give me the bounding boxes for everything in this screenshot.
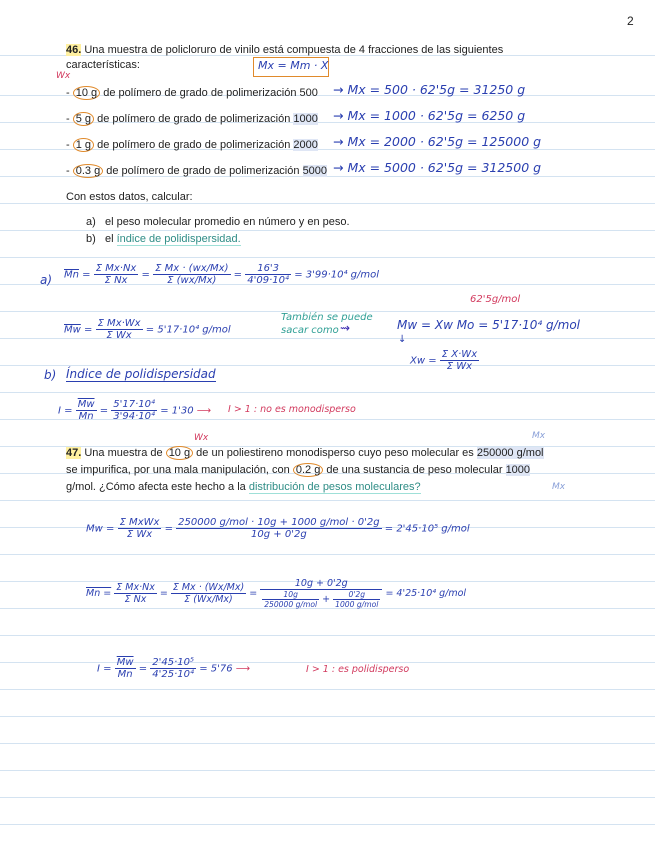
problem-number: 46. xyxy=(66,44,82,56)
fraction-mass: 5 g xyxy=(73,112,94,126)
rule-line xyxy=(0,392,655,393)
fraction-degree: 2000 xyxy=(293,139,318,151)
mw-equation: $\overline{Mw}$ = $\frac{\text{Σ Mx·Wx}}{\text{Σ Wx}}$ = 5'17·10⁴ g/mol xyxy=(64,318,231,341)
i-conclusion-46: I > 1 : no es monodisperso xyxy=(228,404,356,415)
mw-equation-47: Mw = $\frac{\text{Σ MxWx}}{\text{Σ Wx}}$ = $\frac{\text{250000 g/mol · 10g + 1000 g/mol · 0'2g}}{10g + 0'2g}$ = 2'45·10⁵ g/mol xyxy=(86,517,470,540)
fraction-mass: 1 g xyxy=(73,138,94,152)
part-a-label: a) xyxy=(40,273,53,287)
fraction-text: de polímero de grado de polimerización xyxy=(106,165,300,177)
tambien-line1: También se puede xyxy=(281,312,373,323)
problem-47-line2: se impurifica, por una mala manipulación, con 0.2 g de una sustancia de peso molecular 1000 xyxy=(66,464,531,476)
problem-46-line1 xyxy=(66,43,503,57)
item-a: a) el peso molecular promedio en número y en peso. xyxy=(86,216,350,228)
mx-annotation-2: Mx xyxy=(552,482,566,492)
fraction-result: → Mx = 2000 · 62'5g = 125000 g xyxy=(333,134,542,149)
fraction-result: → Mx = 500 · 62'5g = 31250 g xyxy=(333,82,526,97)
rule-line xyxy=(0,743,655,744)
part-b-label: b) xyxy=(44,368,57,382)
boxed-formula: Mx = Mm · X xyxy=(258,59,329,72)
rule-line xyxy=(0,689,655,690)
mn-equation-47: Mn = $\frac{\text{Σ Mx·Nx}}{\text{Σ Nx}}$ = $\frac{\text{Σ Mx · (Wx/Mx)}}{\Sigma (Wx/Mx)}$ = 10g + 0'2g $\frac{10g}{\text{250000 g/mol}}$ + $\frac{0'2g}{\text{1000 g/mol}}$ = 4'25·10⁴ g/mol xyxy=(86,578,467,609)
fraction-degree: 500 xyxy=(299,87,318,99)
fraction-row xyxy=(66,138,318,152)
page-number: 2 xyxy=(627,14,634,28)
squiggle-arrow: ⇝ xyxy=(340,321,351,335)
mo-note: 62'5g/mol xyxy=(470,294,521,305)
fraction-row xyxy=(66,86,318,100)
mn-equation: $\overline{Mn}$ = $\frac{\text{Σ Mx·Nx}}{\text{Σ Nx}}$ = $\frac{\text{Σ Mx · (wx/Mx)}}{\Sigma (wx/Mx)}$ = $\frac{16'3}{\text{4'09·10⁴}}$ = 3'99·10⁴ g/mol xyxy=(64,263,380,286)
i-equation-46: I = $\frac{\overline{Mw}}{Mn}$ = $\frac{\text{5'17·10⁴}}{\text{3'94·10⁴}}$ = 1'30 ⟶ xyxy=(58,399,212,422)
wx-annotation: Wx xyxy=(56,71,71,81)
problem-47-line3: g/mol. ¿Cómo afecta este hecho a la distribución de pesos moleculares? xyxy=(66,481,421,493)
problem-46-intro: Una muestra de policloruro de vinilo está compuesta de 4 fracciones de las siguientes xyxy=(84,44,504,56)
rule-line xyxy=(0,365,655,366)
rule-line xyxy=(0,716,655,717)
rule-line xyxy=(0,770,655,771)
fraction-dash: - xyxy=(66,87,73,99)
xw-equation: Xw = $\frac{\text{Σ X·Wx}}{\text{Σ Wx}}$ xyxy=(410,349,478,372)
wx-annotation-47: Wx xyxy=(194,433,209,443)
fraction-dash: - xyxy=(66,139,73,151)
rule-line xyxy=(0,635,655,636)
problem-46-line2: características: xyxy=(66,59,140,71)
fraction-mass: 0.3 g xyxy=(73,164,103,178)
fraction-dash: - xyxy=(66,165,73,177)
rule-line xyxy=(0,230,655,231)
i-conclusion-47: I > 1 : es polidisperso xyxy=(306,664,410,675)
item-b: b) el índice de polidispersidad. xyxy=(86,233,241,245)
part-b-title: Índice de polidispersidad xyxy=(66,367,216,381)
fraction-mass: 10 g xyxy=(73,86,100,100)
fraction-dash: - xyxy=(66,113,73,125)
fraction-result: → Mx = 5000 · 62'5g = 312500 g xyxy=(333,160,542,175)
down-arrow: ↓ xyxy=(398,334,407,345)
fraction-degree: 1000 xyxy=(293,113,318,125)
rule-line xyxy=(0,824,655,825)
fraction-result: → Mx = 1000 · 62'5g = 6250 g xyxy=(333,108,526,123)
calc-prompt: Con estos datos, calcular: xyxy=(66,191,193,203)
mw-alt-equation: Mw = Xw Mo = 5'17·10⁴ g/mol xyxy=(397,318,581,332)
mx-annotation-1: Mx xyxy=(532,431,546,441)
fraction-text: de polímero de grado de polimerización xyxy=(103,87,297,99)
rule-line xyxy=(0,797,655,798)
rule-line xyxy=(0,500,655,501)
problem-number: 47. xyxy=(66,447,82,459)
fraction-row xyxy=(66,112,318,126)
problem-47-line1: 47. Una muestra de 10 g de un poliestireno monodisperso cuyo peso molecular es 250000 g/mol xyxy=(66,447,544,459)
rule-line xyxy=(0,554,655,555)
i-equation-47: I = $\frac{\overline{Mw}}{Mn}$ = $\frac{\text{2'45·10⁵}}{\text{4'25·10⁴}}$ = 5'76 ⟶ xyxy=(97,657,251,680)
fraction-row xyxy=(66,164,327,178)
fraction-text: de polímero de grado de polimerización xyxy=(97,139,291,151)
rule-line xyxy=(0,257,655,258)
fraction-text: de polímero de grado de polimerización xyxy=(97,113,291,125)
tambien-line2: sacar como xyxy=(281,325,339,336)
fraction-degree: 5000 xyxy=(302,165,328,177)
